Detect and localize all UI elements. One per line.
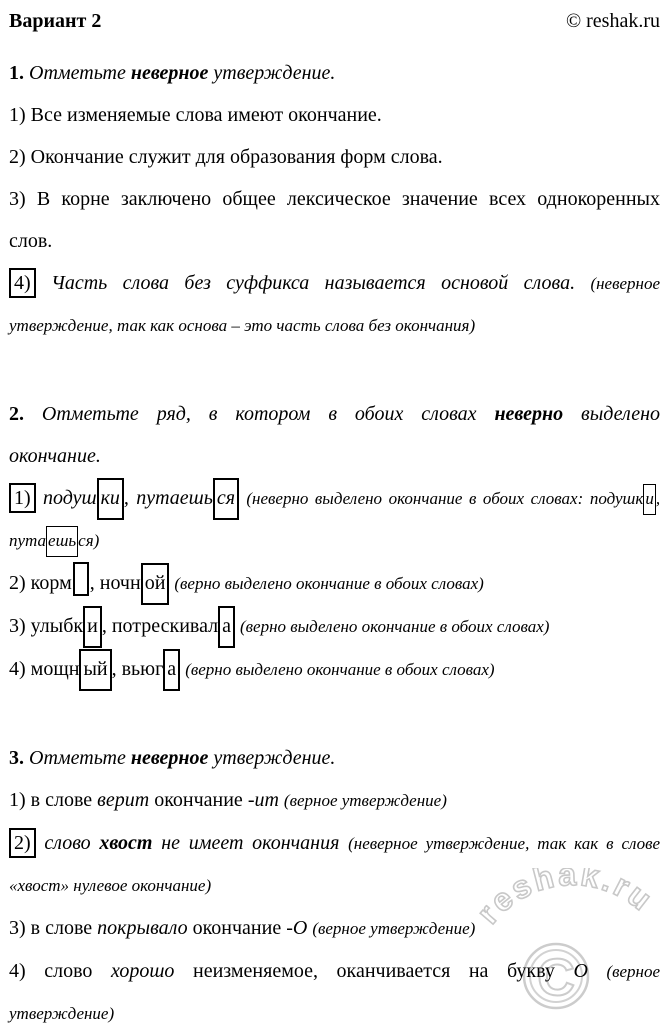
marked-word: [43, 478, 129, 520]
word-stem: корм: [30, 572, 72, 594]
q3-option-1-word: верит: [97, 789, 150, 811]
q3-option-3: [9, 907, 660, 950]
q3-option-4-line-1: [9, 950, 660, 993]
copyright-c-glyph: C: [537, 949, 575, 1007]
q3-option-2-post: не имеет окончания: [161, 832, 340, 854]
ending-box: ки: [97, 478, 124, 520]
q2-title-line-2: окончание.: [9, 445, 101, 467]
q3-option-4-ending: О: [573, 960, 588, 982]
q2-intro-bold: неверно: [494, 403, 564, 425]
comment-text: (неверно выделено окончание в обоих словах:: [246, 489, 584, 508]
comma: ,: [111, 658, 117, 680]
q1-intro-bold: неверное: [130, 62, 209, 84]
word-stem: мощн: [30, 658, 80, 680]
ending-box: ый: [79, 649, 111, 691]
q1-option-3-line-2: слов.: [9, 230, 53, 252]
word-stem: путаешь: [136, 487, 213, 509]
variant-title: Вариант 2: [9, 10, 102, 32]
word-stem: подушк: [589, 489, 644, 508]
marked-word: [31, 649, 117, 691]
comma: ,: [101, 615, 107, 637]
q1-option-3: [9, 178, 660, 262]
word-stem: ночн: [99, 572, 141, 594]
ending-box: а: [218, 606, 235, 648]
q2-intro-pre: Отметьте ряд, в котором в обоих словах: [41, 403, 477, 425]
q2-intro-post: выделено: [581, 403, 661, 425]
ending-box: ся: [213, 478, 239, 520]
q3-option-3-word: покрывало: [97, 917, 188, 939]
q3-option-4-mid: неизменяемое, оканчивается на букву: [193, 960, 555, 982]
q3-option-2-pre: слово: [44, 832, 91, 854]
q1-title: [9, 52, 660, 94]
q2-option-3: [9, 605, 660, 648]
q1-option-4 q1-answer: [9, 262, 660, 347]
q1-option-4-statement: Часть слова без суффикса называется основой слова.: [51, 272, 576, 294]
q3-intro-post: утверждение.: [213, 747, 336, 769]
q3-option-4-word: хорошо: [110, 960, 175, 982]
q3-option-3-mid: окончание: [192, 917, 282, 939]
q2-option-3-number: 3): [9, 615, 26, 637]
q3-option-2-comment-line-1: (неверное утверждение, так как в слове: [348, 834, 661, 853]
q3-option-1: [9, 779, 660, 822]
q3-option-2 q3-answer: [9, 822, 660, 907]
q2-option-2: [9, 562, 660, 605]
q3-option-2-line-1: [9, 822, 660, 865]
marked-word: [9, 526, 99, 557]
q2-title-line-1: [9, 393, 660, 435]
q2-option-1 q2-answer: [9, 477, 660, 562]
ending-box: и: [643, 484, 656, 515]
word-stem: потрескивал: [111, 615, 219, 637]
marked-word: [112, 606, 235, 648]
q2-option-3-comment: (верно выделено окончание в обоих словах): [240, 617, 550, 636]
q2-option-2-comment: (верно выделено окончание в обоих словах): [174, 574, 484, 593]
q3-option-2-comment-line-2: «хвост» нулевое окончание): [9, 876, 212, 895]
marked-word: [31, 606, 107, 648]
marked-word: [100, 563, 170, 605]
q1-intro-post: утверждение.: [213, 62, 336, 84]
ending-box: и: [83, 606, 102, 648]
q2-title: [9, 393, 660, 477]
q3-option-4-comment-line-1: (верное: [606, 962, 661, 981]
q1-option-4-comment-line-1: (неверное: [590, 274, 660, 293]
q3-intro-pre: Отметьте: [29, 747, 126, 769]
marked-word: [122, 649, 181, 691]
word-stem: подуш: [42, 487, 97, 509]
q3-option-1-comment: (верное утверждение): [283, 791, 447, 810]
marked-word: [31, 572, 95, 594]
q1-option-3-line-1: 3) В корне заключено общее лексическое значение всех однокоренных: [9, 188, 660, 210]
marked-word: [590, 484, 660, 515]
comma: ,: [123, 487, 129, 509]
page-header: [9, 6, 660, 36]
comma: ,: [89, 572, 95, 594]
q3-option-1-ending: -ит: [247, 789, 279, 811]
q3-intro-bold: неверное: [130, 747, 209, 769]
ending-box: ешь: [46, 526, 78, 557]
q3-option-1-lead: 1) в слове: [9, 789, 93, 811]
word-stem: улыбк: [30, 615, 84, 637]
comma: ,: [655, 489, 661, 508]
word-stem: пута: [9, 531, 47, 550]
q3-number: 3.: [9, 747, 24, 769]
q2-option-4: [9, 648, 660, 691]
q3-option-3-ending: -О: [286, 917, 308, 939]
q2-option-2-number: 2): [9, 572, 26, 594]
q2-option-4-number: 4): [9, 658, 26, 680]
q3-option-4: [9, 950, 660, 1028]
ending-box: ой: [141, 563, 170, 605]
q3-title: [9, 737, 660, 779]
word-stem: вьюг: [121, 658, 164, 680]
watermark-arc-text: reshak.ru: [470, 868, 661, 931]
q3-option-4-lead: 4) слово: [9, 960, 93, 982]
copyright-note: © reshak.ru: [565, 10, 660, 32]
q2-option-1-comment-line-2: [9, 520, 660, 562]
q2-option-1-line-1: [9, 477, 660, 520]
word-tail: ся): [78, 531, 100, 550]
q2-option-1-comment: [246, 484, 660, 515]
q3-option-4-comment-line-2: утверждение): [9, 1004, 115, 1023]
q1-intro-pre: Отметьте: [29, 62, 126, 84]
ending-box: а: [163, 649, 180, 691]
q3-answer-number-box: 2): [9, 828, 36, 858]
q1-answer-number-box: 4): [9, 268, 36, 298]
q1-option-4-comment-line-2: утверждение, так как основа – это часть слова без окончания): [9, 316, 476, 335]
q2-answer-number-box: 1): [9, 483, 36, 513]
zero-ending-box: [73, 562, 89, 596]
q3-option-3-lead: 3) в слове: [9, 917, 93, 939]
q1-option-1: 1) Все изменяемые слова имеют окончание.: [9, 104, 382, 126]
q2-option-4-comment: (верно выделено окончание в обоих словах): [185, 660, 495, 679]
marked-word: [136, 478, 239, 520]
q3-option-1-mid: окончание: [154, 789, 243, 811]
q1-option-2: 2) Окончание служит для образования форм слова.: [9, 146, 443, 168]
q3-option-3-comment: (верное утверждение): [312, 919, 476, 938]
q3-option-2-bold-word: хвост: [99, 832, 153, 854]
q1-option-4-line-1: [9, 262, 660, 305]
q1-number: 1.: [9, 62, 24, 84]
q2-number: 2.: [9, 403, 24, 425]
